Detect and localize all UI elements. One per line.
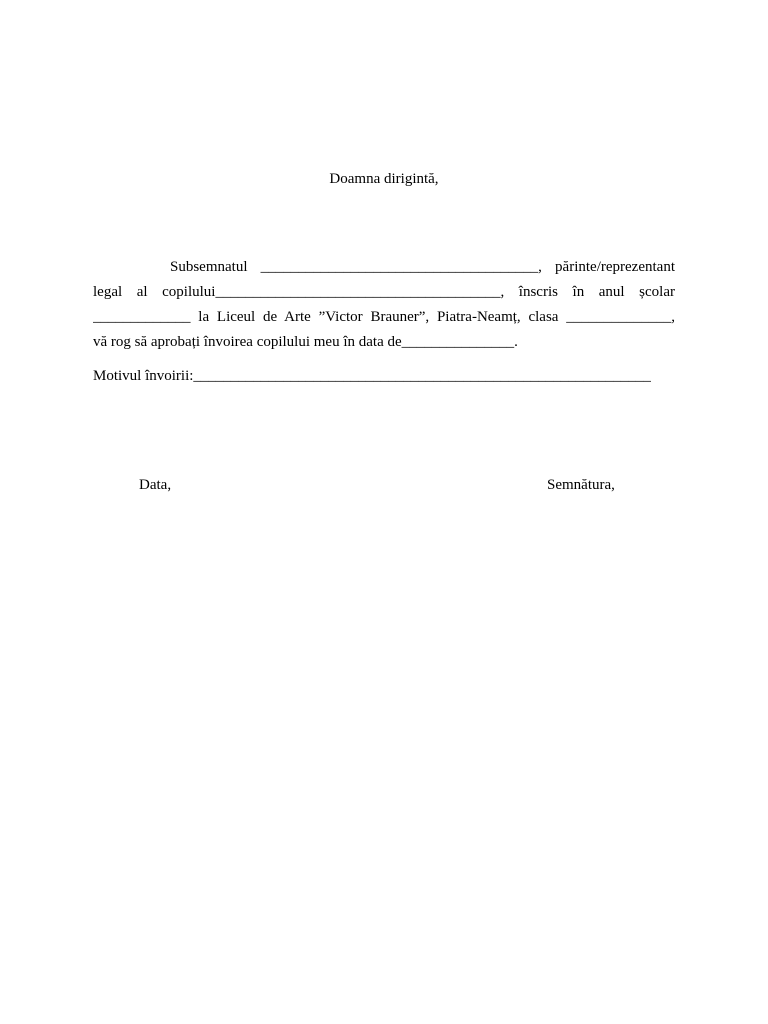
paragraph-line-2: legal al copilului______________________________________, înscris în anul școlar xyxy=(93,284,675,300)
paragraph-line-3: _____________ la Liceul de Arte ”Victor Brauner”, Piatra-Neamț, clasa ______________, xyxy=(93,309,675,325)
paragraph-line-1: Subsemnatul _____________________________________, părinte/reprezentant xyxy=(170,259,675,275)
date-label: Data, xyxy=(139,477,172,493)
salutation-heading: Doamna dirigintă, xyxy=(329,171,439,187)
request-paragraph xyxy=(93,255,675,355)
reason-line: Motivul învoirii:_____________________________________________________________ xyxy=(93,368,651,384)
paragraph-line-4: vă rog să aprobați învoirea copilului meu în data de_______________. xyxy=(93,334,518,350)
signature-label: Semnătura, xyxy=(547,477,615,493)
